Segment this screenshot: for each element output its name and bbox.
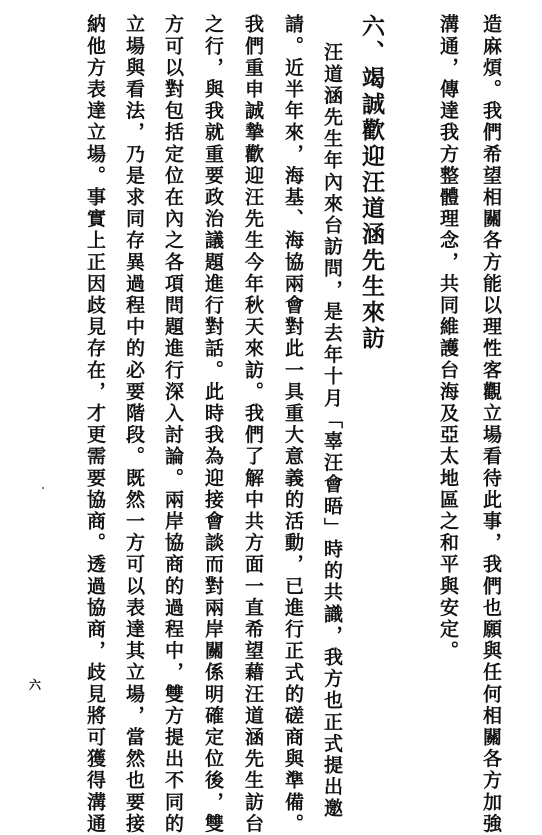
text-column-8: 立場與看法，乃是求同存異過程中的必要階段。既然一方可以表達其立場，當然也要接 [123,14,145,835]
page-number: 六 [29,678,42,692]
text-column-6: 之行，與我就重要政治議題進行對話。此時我為迎接會談而對兩岸關係明確定位後，雙 [202,14,224,835]
text-column-4: 請。近半年來，海基、海協兩會對此一具重大意義的活動，已進行正式的磋商與準備。 [282,14,304,835]
text-column-9: 納他方表達立場。事實上正因歧見存在，才更需要協商。透過協商，歧見將可獲得溝通 [84,14,106,835]
text-column-3: 汪道涵先生年內來台訪問，是去年十月「辜汪會晤」時的共識，我方也正式提出邀 [321,42,343,820]
text-column-1: 造麻煩。我們希望相關各方能以理性客觀立場看待此事，我們也願與任何相關各方加強 [480,14,502,835]
section-heading: 六、竭誠歡迎汪道涵先生來訪 [358,14,385,352]
text-column-2: 溝通，傳達我方整體理念，共同維護台海及亞太地區之和平與安定。 [437,14,459,662]
text-column-7: 方可以對包括定位在內之各項問題進行深入討論。兩岸協商的過程中，雙方提出不同的 [162,14,184,835]
text-column-5: 我們重申誠摯歡迎汪先生今年秋天來訪。我們了解中共方面一直希望藉汪道涵先生訪台 [242,14,264,835]
scan-speck [42,487,44,489]
